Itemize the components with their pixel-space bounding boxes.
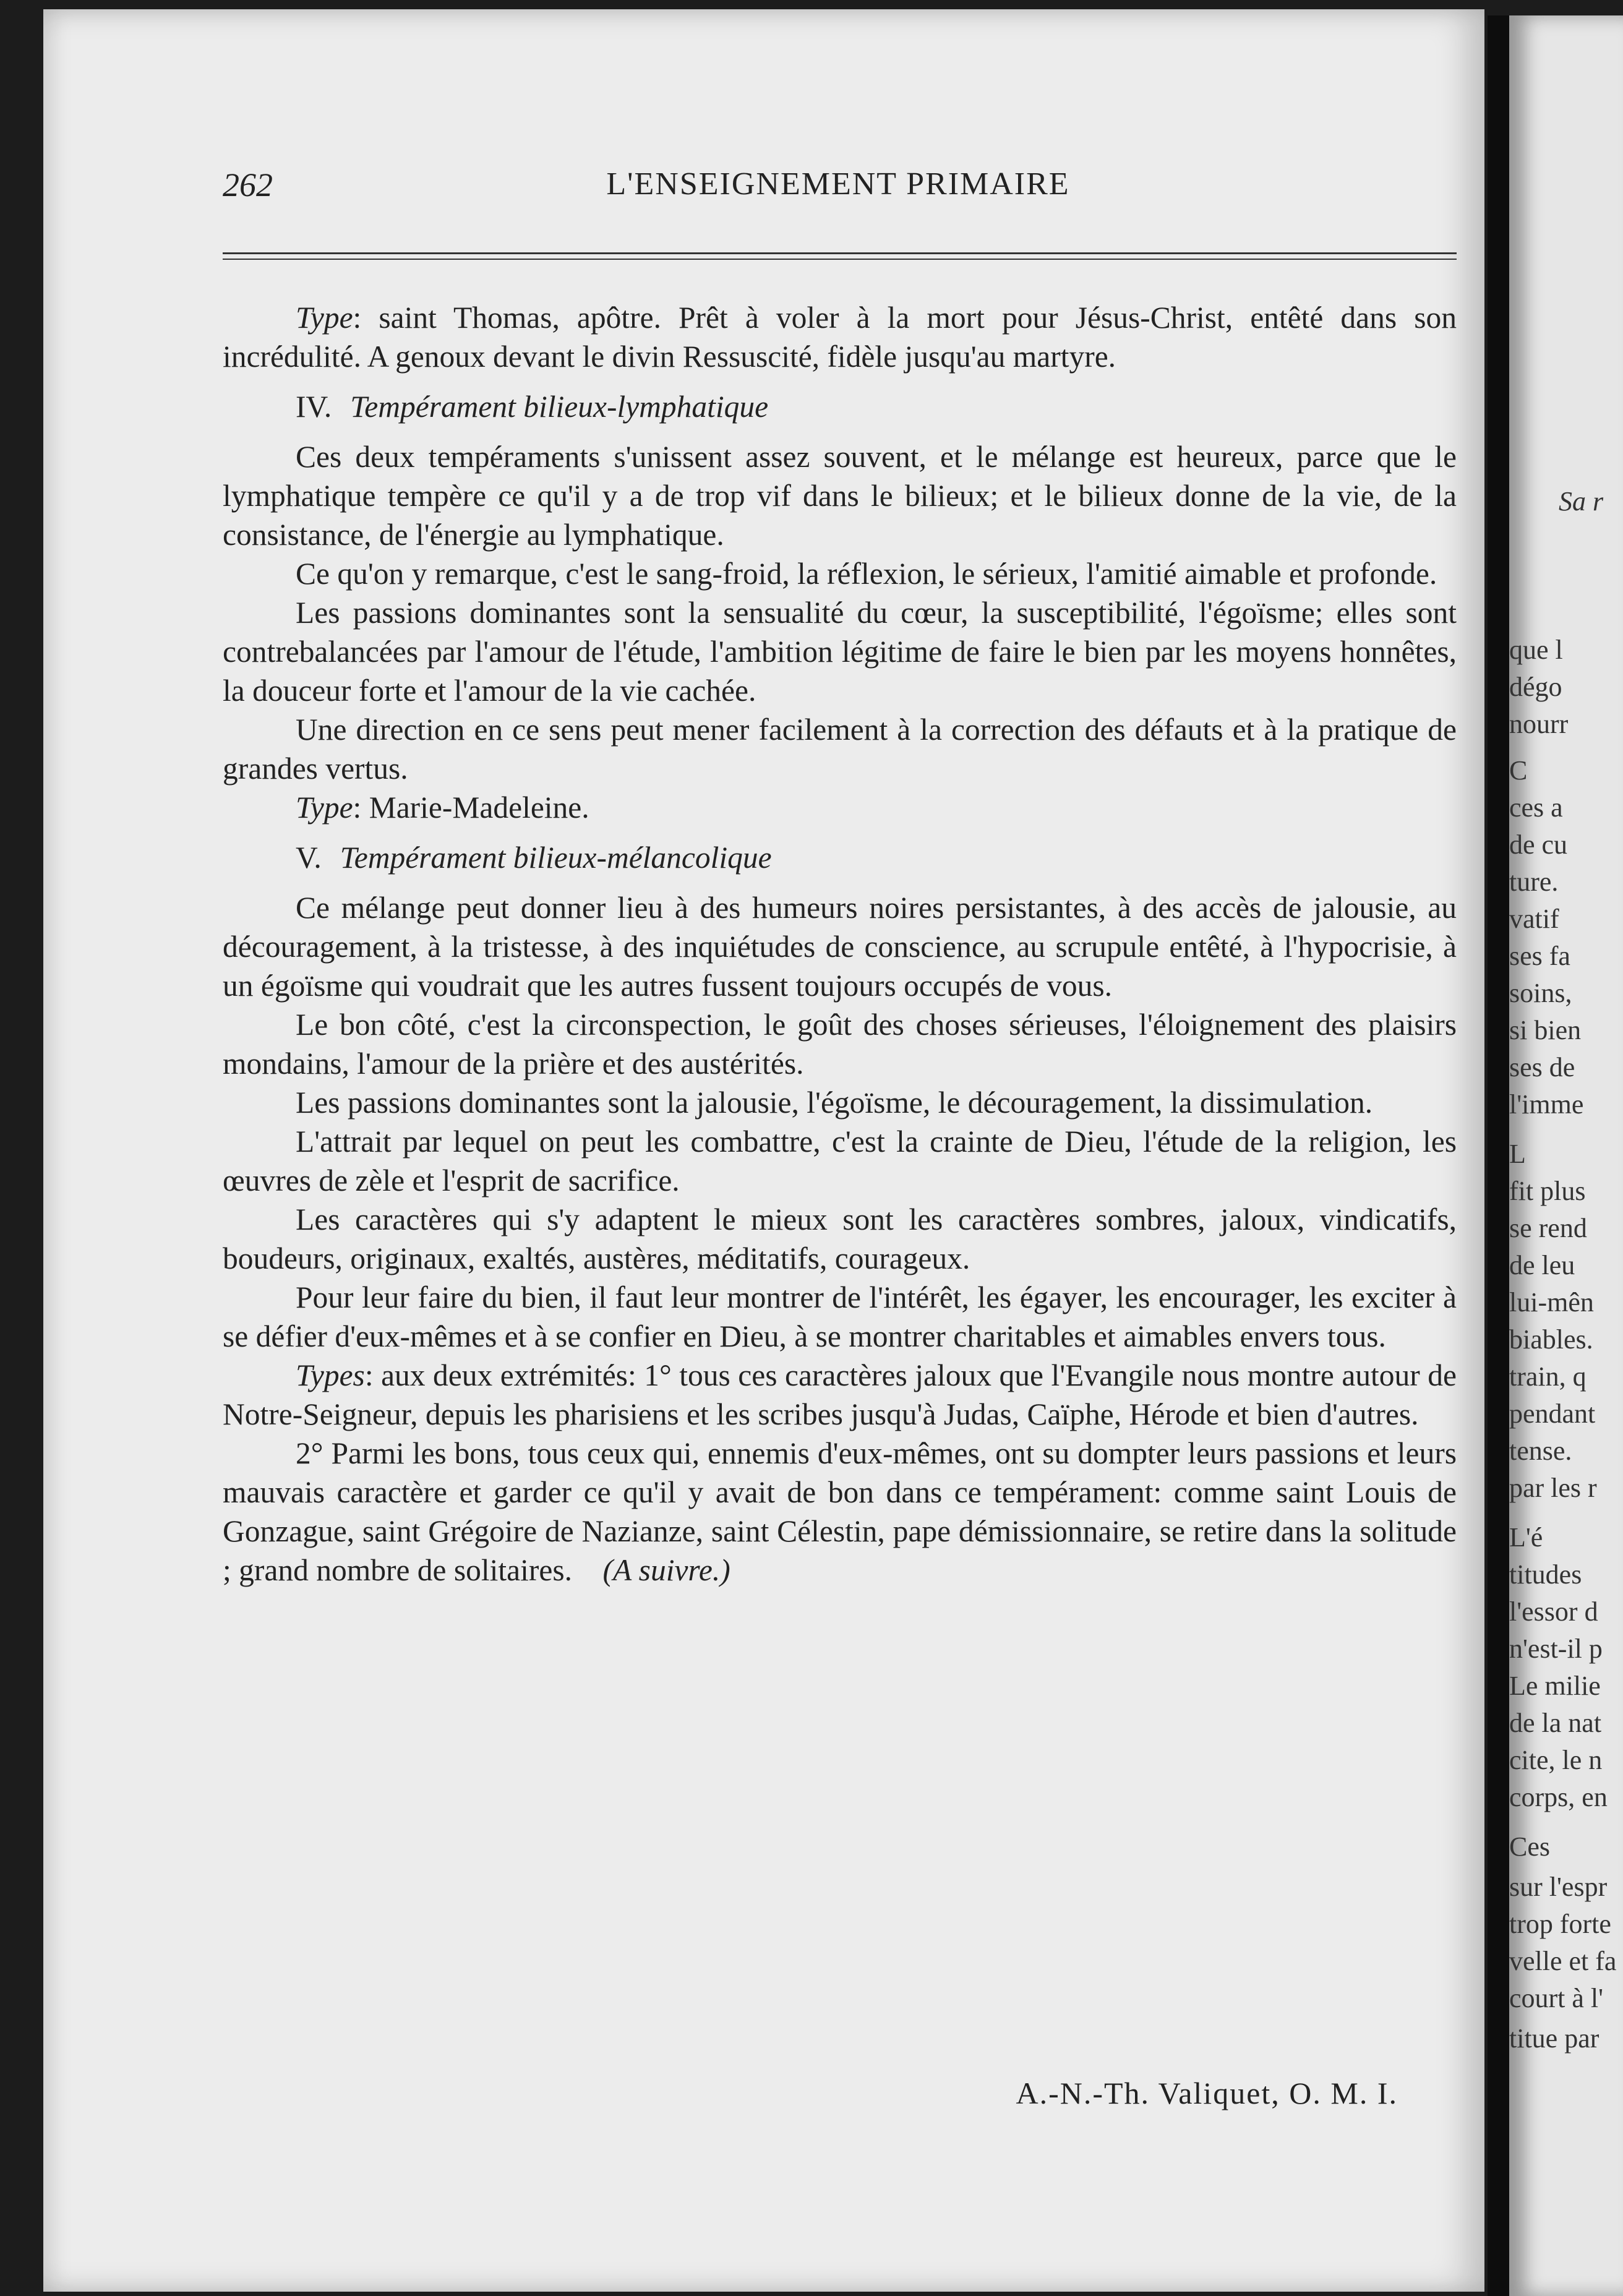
facing-page-fragment: lui-mên [1509,1287,1594,1317]
facing-page-fragment: L'é [1509,1522,1543,1553]
facing-page-fragment: trop forte [1509,1909,1611,1939]
author-signature: A.-N.-Th. Valiquet, O. M. I. [1016,2076,1398,2110]
paragraph: Ces deux tempéraments s'unissent assez souvent, et le mélange est heureux, parce que le lymphatique tempère ce qu'il y a de trop vif dans le bilieux; et le bilieux donne de la vie, de la consistance, de l'énergie au lymphatique. [223,440,1457,552]
section-heading-iv: IV. Tempérament bilieux-lymphatique [296,390,769,424]
facing-page-fragment: de la nat [1509,1708,1602,1738]
facing-page-fragment: pendant [1509,1399,1596,1429]
facing-page-fragment: ses de [1509,1052,1575,1082]
facing-page-fragment: L [1509,1139,1526,1169]
facing-page-fragment: ces a [1509,792,1563,823]
paragraph-type-thomas: Type: saint Thomas, apôtre. Prêt à voler à la mort pour Jésus-Christ, entêté dans son incrédulité. A genoux devant le divin Ressuscité, fidèle jusqu'au martyre. [223,301,1457,374]
facing-page-fragment: n'est-il p [1509,1634,1603,1664]
facing-page-fragment: train, q [1509,1361,1587,1392]
facing-page-fragment: C [1509,755,1528,786]
facing-page-fragment: nourr [1509,709,1569,739]
paragraph: Les passions dominantes sont la sensualité du cœur, la susceptibilité, l'égoïsme; elles sont contrebalancées par l'amour de l'étude, l'ambition légitime de faire le bien par les moyens honnêtes, la douceur forte et l'amour de la vie cachée. [223,596,1457,708]
section-heading-v: V. Tempérament bilieux-mélancolique [296,841,772,875]
paragraph-type-madeleine: Type: Marie-Madeleine. [296,790,589,825]
paragraph: Les passions dominantes sont la jalousie, l'égoïsme, le découragement, la dissimulation. [296,1086,1373,1120]
facing-page-fragment: titudes [1509,1559,1582,1590]
facing-page-fragment: biables. [1509,1324,1593,1355]
to-follow-note: (A suivre.) [602,1553,730,1587]
header-rule [223,252,1457,254]
facing-page-fragment: corps, en [1509,1782,1608,1812]
book-gutter [1488,15,1512,2296]
header-rule-thin [223,259,1457,260]
page-header [223,166,1454,209]
facing-page-fragment: soins, [1509,978,1572,1008]
facing-page-fragment: fit plus [1509,1176,1586,1206]
facing-page-fragment: vatif [1509,904,1559,934]
facing-page-fragment: Sa r [1559,486,1604,516]
page-number: 262 [223,166,273,203]
facing-page-fragment: sur l'espr [1509,1872,1608,1902]
facing-page-fragment: que l [1509,635,1563,665]
facing-page-fragment: cite, le n [1509,1745,1603,1775]
facing-page-fragment: dégo [1509,672,1562,702]
running-title: L'ENSEIGNEMENT PRIMAIRE [606,166,1070,202]
paragraph: Ce qu'on y remarque, c'est le sang-froid, la réflexion, le sérieux, l'amitié aimable et profonde. [296,557,1437,591]
facing-page-fragment: court à l' [1509,1983,1604,2013]
facing-page-fragment: de cu [1509,829,1568,860]
facing-page-fragment: titue par [1509,2023,1599,2054]
paragraph-last: 2° Parmi les bons, tous ceux qui, ennemis d'eux-mêmes, ont su dompter leurs passions et leurs mauvais caractère et garder ce qu'il y avait de bon dans ce tempérament: comme saint Louis de Gonzague, saint Grégoire de Nazianze, saint Célestin, pape démissionnaire, se retire dans la solitude ; grand nombre de solitaires. (A suivre.) [223,1436,1457,1587]
facing-page-fragment: l'essor d [1509,1596,1598,1627]
paragraph: Pour leur faire du bien, il faut leur montrer de l'intérêt, les égayer, les encourager, les exciter à se défier d'eux-mêmes et à se confier en Dieu, à se montrer charitables et aimables envers tous. [223,1280,1457,1353]
paragraph: Le bon côté, c'est la circonspection, le goût des choses sérieuses, l'éloignement des plaisirs mondains, l'amour de la prière et des austérités. [223,1008,1457,1081]
facing-page-fragment: se rend [1509,1213,1587,1243]
facing-page-fragment: Ces [1509,1831,1550,1862]
facing-page-fragment: ses fa [1509,941,1570,971]
paragraph: Une direction en ce sens peut mener facilement à la correction des défauts et à la pratique de grandes vertus. [223,713,1457,786]
facing-page-fragment: si bien [1509,1015,1582,1045]
paragraph: Les caractères qui s'y adaptent le mieux sont les caractères sombres, jaloux, vindicatifs, boudeurs, originaux, exaltés, austères, méditatifs, courageux. [223,1202,1457,1275]
facing-page [1509,15,1623,2296]
facing-page-fragment: Le milie [1509,1671,1601,1701]
facing-page-fragment: de leu [1509,1250,1575,1280]
facing-page-fragment: tense. [1509,1436,1572,1466]
article-body [223,298,1457,1590]
paragraph: Ce mélange peut donner lieu à des humeurs noires persistantes, à des accès de jalousie, au découragement, à la tristesse, à des inquiétudes de conscience, au scrupule entêté, à l'hypocrisie, à un égoïsme qui voudrait que les autres fussent toujours occupés de vous. [223,891,1457,1003]
paragraph: L'attrait par lequel on peut les combattre, c'est la crainte de Dieu, l'étude de la religion, les œuvres de zèle et l'esprit de sacrifice. [223,1124,1457,1197]
facing-page-fragment: par les r [1509,1473,1597,1503]
facing-page-fragment: l'imme [1509,1089,1584,1120]
facing-page-fragment: ture. [1509,867,1559,897]
paragraph-types: Types: aux deux extrémités: 1° tous ces caractères jaloux que l'Evangile nous montre autour de Notre-Seigneur, depuis les pharisiens et les scribes jusqu'à Judas, Caïphe, Hérode et bien d'autres. [223,1358,1457,1431]
facing-page-fragment: velle et fa [1509,1946,1617,1976]
